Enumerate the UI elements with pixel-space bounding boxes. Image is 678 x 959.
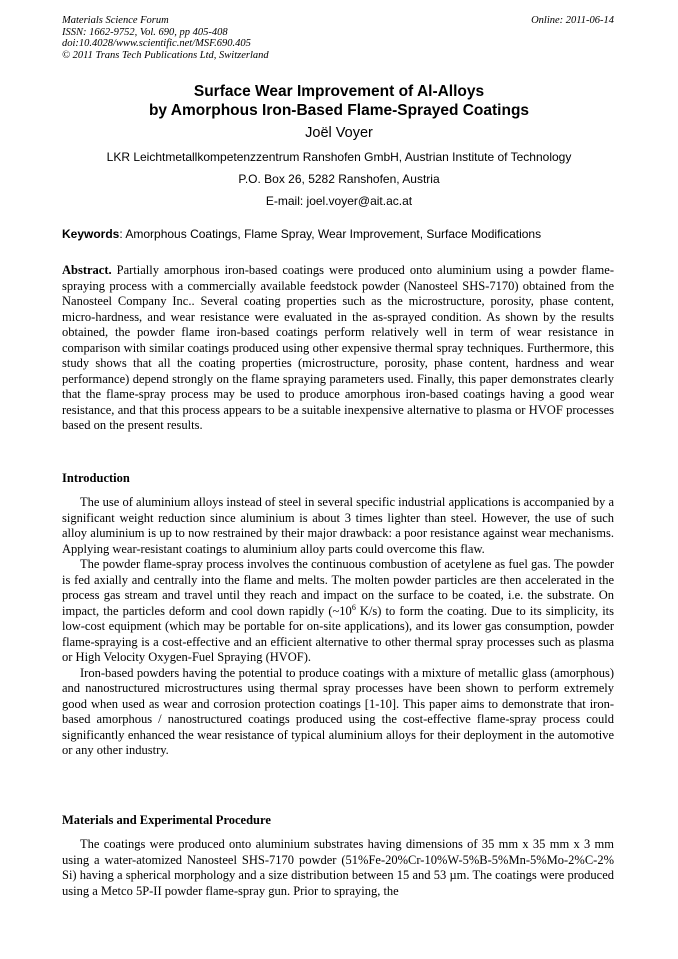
introduction-heading: Introduction bbox=[62, 471, 130, 485]
materials-body bbox=[62, 837, 614, 899]
keywords-text: : Amorphous Coatings, Flame Spray, Wear Improvement, Surface Modifications bbox=[119, 227, 542, 241]
journal-name: Materials Science Forum bbox=[62, 15, 169, 26]
affiliation-institute: LKR Leichtmetallkompetenzzentrum Ranshofen GmbH, Austrian Institute of Technology bbox=[106, 150, 572, 164]
intro-paragraph-1: The use of aluminium alloys instead of steel in several specific industrial applications is accompanied by a significant weight reduction since aluminium is about 3 times lighter than steel. However, the use of such alloy aluminium is up to now restrained by their major drawback: a poor resistance against wear mechanisms. Applying wear-resistant coatings to aluminium alloy parts could overcome this flaw. bbox=[62, 495, 614, 556]
intro-paragraph-2 bbox=[62, 557, 614, 666]
author-name: Joël Voyer bbox=[305, 125, 373, 141]
online-date: Online: 2011-06-14 bbox=[531, 15, 614, 26]
doi-line: doi:10.4028/www.scientific.net/MSF.690.405 bbox=[62, 38, 251, 49]
author-email: E-mail: joel.voyer@ait.ac.at bbox=[265, 194, 413, 208]
abstract-label: Abstract. bbox=[62, 263, 112, 277]
keywords bbox=[62, 227, 541, 241]
journal-metadata bbox=[62, 15, 269, 61]
abstract-paragraph bbox=[62, 263, 614, 434]
materials-heading: Materials and Experimental Procedure bbox=[62, 813, 271, 827]
introduction-body bbox=[62, 495, 614, 759]
abstract-text: Partially amorphous iron-based coatings were produced onto aluminium using a powder flame-spraying process with a commercially available feedstock powder (Nanosteel SHS-7170) obtained from the Nanosteel Company Inc.. Several coating properties such as the microstructure, porosity, phase content, micro-hardness, and wear resistance were evaluated in the as-sprayed condition. As shown by the results obtained, the powder flame iron-based coatings perform relatively well in term of wear resistance in comparison with similar coatings produced using other expensive thermal spray techniques. Furthermore, this study shows that all the coating properties (microstructure, porosity, phase content, hardness and wear performance) depend strongly on the flame spraying parameters used. Finally, this paper demonstrates clearly that the flame-spray process may be used to produce amorphous iron-based coatings having a good wear resistance, and that this process appears to be a suitable inexpensive alternative to plasma or HVOF processes based on the present results. bbox=[62, 263, 614, 432]
issn-line: ISSN: 1662-9752, Vol. 690, pp 405-408 bbox=[62, 26, 228, 38]
intro-p2-superscript: 6 bbox=[351, 602, 356, 612]
copyright-line: © 2011 Trans Tech Publications Ltd, Switzerland bbox=[62, 49, 269, 61]
intro-p2-text-b: K/s) to form the coating. Due to its simplicity, its low-cost equipment (which may be portable for on-site applications), and its lower gas consumption, powder flame-spraying is a cost-effective and an efficient alternative to other thermal spray processes such as plasma or High Velocity Oxygen-Fuel Spraying (HVOF). bbox=[62, 603, 615, 664]
affiliation-address: P.O. Box 26, 5282 Ranshofen, Austria bbox=[238, 172, 440, 186]
materials-paragraph-1: The coatings were produced onto aluminium substrates having dimensions of 35 mm x 35 mm x 3 mm using a water-atomized Nanosteel SHS-7170 powder (51%Fe-20%Cr-10%W-5%B-5%Mn-5%Mo-2%C-2% Si) having a spherical morphology and a size distribution between 15 and 53 µm. The coatings were produced using a Metco 5P-II powder flame-spray gun. Prior to spraying, the bbox=[62, 837, 614, 898]
intro-p2-text-a: The powder flame-spray process involves the continuous combustion of acetylene as fuel gas. The powder is fed axially and centrally into the flame and melts. The molten powder particles are then accelerated in the process gas stream and travel until they reach and impact on the surface to be coated, i.e. the substrate. On impact, the particles deform and cool down rapidly (~10 bbox=[62, 557, 614, 618]
abstract bbox=[62, 263, 614, 434]
title-line-1: Surface Wear Improvement of Al-Alloys bbox=[193, 83, 485, 100]
intro-paragraph-3: Iron-based powders having the potential to produce coatings with a mixture of metallic glass (amorphous) and nanostructured microstructures using thermal spray processes have been shown to perform extremely good when used as wear and corrosion protection coatings [1-10]. This paper aims to demonstrate that iron-based amorphous / nanostructured coatings produced using the cost-effective flame-spray process could significantly enhanced the wear resistance of typical aluminium alloys for their deployment in the automotive or any other industry. bbox=[62, 665, 614, 757]
title-line-2: by Amorphous Iron-Based Flame-Sprayed Coatings bbox=[148, 102, 530, 119]
keywords-label: Keywords bbox=[62, 227, 120, 241]
paper-title bbox=[0, 82, 678, 120]
